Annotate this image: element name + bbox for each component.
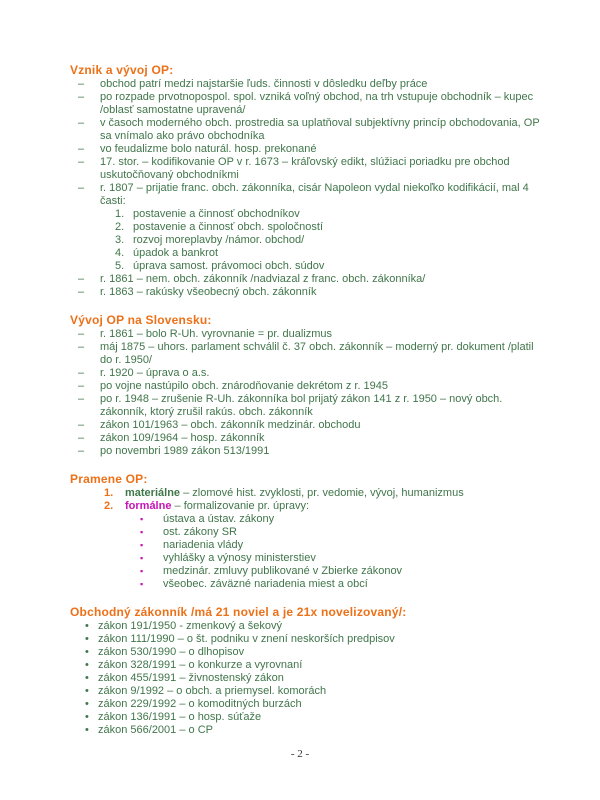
list-item-rest: rozvoj moreplavby /námor. obchod/ <box>133 234 305 246</box>
list-item-rest: po rozpade prvotnopospol. spol. vzniká voľný obchod, na trh vstupuje obchodník – kupec /oblasť samostatne upravená/ <box>100 91 534 116</box>
square-bullet-icon: ▪ <box>140 553 144 563</box>
list-item <box>70 143 546 156</box>
list-item-rest: nariadenia vlády <box>163 539 244 551</box>
list-square <box>140 513 546 591</box>
list-item-rest: zákon 136/1991 – o hosp. súťaže <box>98 711 262 723</box>
list-item-rest: zákon 455/1991 – živnostenský zákon <box>98 672 284 684</box>
list-item-text <box>98 698 546 711</box>
list-item-body <box>100 156 546 182</box>
list-item-text <box>133 260 546 273</box>
list-item <box>70 286 546 299</box>
list-item-body <box>100 432 546 445</box>
list-item <box>140 565 546 578</box>
list-item-body <box>100 182 546 273</box>
list-item-rest: r. 1807 – prijatie franc. obch. zákonníka, cisár Napoleon vydal niekoľko kodifikácií, mal 4 časti: <box>100 182 529 207</box>
list-item <box>85 620 546 633</box>
list-item-body <box>100 328 546 341</box>
list-item-rest: zákon 229/1992 – o komoditných burzách <box>98 698 302 710</box>
list-item-rest: zákon 9/1992 – o obch. a priemysel. komorách <box>98 685 327 697</box>
list-item-rest: – formalizovanie pr. úpravy: <box>171 500 310 512</box>
list-item <box>70 273 546 286</box>
square-bullet-icon: ▪ <box>140 527 144 537</box>
list-item-body <box>100 117 546 143</box>
list-item-rest: r. 1861 – nem. obch. zákonník /nadviazal z franc. obch. zákonníka/ <box>100 273 426 285</box>
dash-marker: – <box>78 143 85 155</box>
list-item <box>140 539 546 552</box>
list-item-body <box>100 341 546 367</box>
list-item-body <box>133 247 546 260</box>
list-item-body <box>163 552 546 565</box>
list-item-body <box>98 659 546 672</box>
list-item-text <box>100 419 546 432</box>
list-item-text <box>98 711 546 724</box>
list-item-text <box>98 672 546 685</box>
disc-bullet-icon: • <box>85 685 89 697</box>
list-item-text <box>100 78 546 91</box>
list-item-rest: zákon 101/1963 – obch. zákonník medzinár. obchodu <box>100 419 361 431</box>
list-item-body <box>98 698 546 711</box>
list-item-rest: r. 1920 – úprava o a.s. <box>100 367 210 379</box>
list-item-body <box>163 513 546 526</box>
list-item <box>85 672 546 685</box>
list-item-body <box>163 526 546 539</box>
section-obchodny-zakonnik <box>70 605 546 737</box>
list-item-body <box>100 367 546 380</box>
section-heading: Vývoj OP na Slovensku: <box>70 313 212 327</box>
list-item-body <box>100 286 546 299</box>
section-vyvoj-op-na-slovensku <box>70 313 546 458</box>
list-item-lead: formálne <box>125 500 172 512</box>
list-item-rest: zákon 328/1991 – o konkurze a vyrovnaní <box>98 659 303 671</box>
square-bullet-icon: ▪ <box>140 514 144 524</box>
list-item-rest: po r. 1948 – zrušenie R-Uh. zákonníka bol prijatý zákon 141 z r. 1950 – nový obch. zákonník, ktorý zrušil rakús. obch. zákonník <box>100 393 503 418</box>
disc-bullet-icon: • <box>85 633 89 645</box>
list-number: 3. <box>115 234 125 246</box>
list-item-text <box>100 432 546 445</box>
list-item-rest: máj 1875 – uhors. parlament schválil č. 37 obch. zákonník – moderný pr. dokument /platil do r. 1950/ <box>100 341 534 366</box>
disc-bullet-icon: • <box>85 659 89 671</box>
list-item-body <box>100 393 546 419</box>
list-item-text <box>98 620 546 633</box>
list-item <box>70 419 546 432</box>
list-item-text <box>163 565 546 578</box>
list-item <box>104 487 546 500</box>
dash-marker: – <box>78 393 85 405</box>
list-item <box>70 91 546 117</box>
list-item-text <box>133 221 546 234</box>
dash-marker: – <box>78 78 85 90</box>
list-item <box>85 724 546 737</box>
list-item-rest: úprava samost. právomoci obch. súdov <box>133 260 325 272</box>
list-item-body <box>133 234 546 247</box>
list-item <box>70 445 546 458</box>
dash-marker: – <box>78 445 85 457</box>
list-number: 1. <box>104 487 114 499</box>
list-decimal-orange <box>104 487 546 591</box>
list-item-text <box>100 117 546 143</box>
disc-bullet-icon: • <box>85 646 89 658</box>
list-item <box>140 513 546 526</box>
list-item-body <box>98 724 546 737</box>
list-item <box>70 182 546 273</box>
list-item-rest: po novembri 1989 zákon 513/1991 <box>100 445 270 457</box>
list-item-body <box>133 208 546 221</box>
list-item <box>70 117 546 143</box>
list-item-rest: zákon 530/1990 – o dlhopisov <box>98 646 245 658</box>
list-item-text <box>133 208 546 221</box>
list-item-rest: zákon 191/1950 - zmenkový a šekový <box>98 620 283 632</box>
dash-marker: – <box>78 182 85 194</box>
list-decimal <box>115 208 546 273</box>
list-item-body <box>98 620 546 633</box>
section-heading: Obchodný zákonník /má 21 noviel a je 21x novelizovaný/: <box>70 605 407 619</box>
list-item <box>115 260 546 273</box>
list-item-text <box>163 552 546 565</box>
list-item-text <box>100 380 546 393</box>
list-item-body <box>98 711 546 724</box>
section-vznik-a-vyvoj-op <box>70 63 546 299</box>
list-item-text <box>100 445 546 458</box>
list-dash <box>70 328 546 458</box>
list-item-rest: vyhlášky a výnosy ministerstiev <box>163 552 316 564</box>
document-content <box>70 63 546 737</box>
list-disc <box>85 620 546 737</box>
list-item-text <box>98 633 546 646</box>
list-item-text <box>100 393 546 419</box>
list-item <box>70 78 546 91</box>
list-item-body <box>163 578 546 591</box>
dash-marker: – <box>78 91 85 103</box>
dash-marker: – <box>78 117 85 129</box>
list-item-text <box>163 578 546 591</box>
list-item <box>115 221 546 234</box>
page-footer <box>0 748 600 760</box>
list-item <box>70 380 546 393</box>
list-item-lead: materiálne <box>125 487 181 499</box>
list-dash <box>70 78 546 299</box>
list-item-body <box>133 221 546 234</box>
list-item-body <box>163 539 546 552</box>
section-heading: Pramene OP: <box>70 472 148 486</box>
list-item-rest: ost. zákony SR <box>163 526 237 538</box>
list-item-body <box>133 260 546 273</box>
disc-bullet-icon: • <box>85 698 89 710</box>
list-item <box>85 633 546 646</box>
list-item <box>70 341 546 367</box>
list-item-rest: zákon 109/1964 – hosp. zákonník <box>100 432 265 444</box>
dash-marker: – <box>78 273 85 285</box>
list-item-text <box>133 234 546 247</box>
list-item-text <box>98 724 546 737</box>
list-item-body <box>163 565 546 578</box>
dash-marker: – <box>78 380 85 392</box>
list-item-rest: obchod patrí medzi najstaršie ľuds. činnosti v dôsledku deľby práce <box>100 78 428 90</box>
list-number: 2. <box>104 500 114 512</box>
page-number: - 2 - <box>290 748 310 760</box>
list-item <box>70 393 546 419</box>
dash-marker: – <box>78 367 85 379</box>
list-item-body <box>98 646 546 659</box>
disc-bullet-icon: • <box>85 724 89 736</box>
list-item-text <box>100 367 546 380</box>
dash-marker: – <box>78 419 85 431</box>
list-item <box>115 234 546 247</box>
list-item-body <box>98 633 546 646</box>
list-item-text <box>100 182 546 208</box>
list-item-text <box>163 539 546 552</box>
list-item <box>85 711 546 724</box>
list-item-text <box>100 143 546 156</box>
list-item-body <box>125 487 546 500</box>
list-item-text <box>98 685 546 698</box>
list-number: 5. <box>115 260 125 272</box>
list-item-rest: r. 1863 – rakúsky všeobecný obch. zákonník <box>100 286 317 298</box>
list-item-rest: 17. stor. – kodifikovanie OP v r. 1673 – kráľovský edikt, slúžiaci poriadku pre obchod uskutočňovaný obchodníkmi <box>100 156 510 181</box>
list-item <box>140 552 546 565</box>
section-heading: Vznik a vývoj OP: <box>70 63 174 77</box>
list-item-text <box>100 273 546 286</box>
list-item-rest: vo feudalizme bolo naturál. hosp. prekonané <box>100 143 317 155</box>
dash-marker: – <box>78 286 85 298</box>
list-item-text <box>133 247 546 260</box>
list-item-body <box>100 143 546 156</box>
list-item-text <box>98 659 546 672</box>
dash-marker: – <box>78 328 85 340</box>
list-item <box>85 685 546 698</box>
list-item-body <box>100 419 546 432</box>
list-item-body <box>98 685 546 698</box>
list-item-text <box>163 513 546 526</box>
list-item-text <box>125 487 546 500</box>
list-number: 2. <box>115 221 125 233</box>
list-item-rest: úpadok a bankrot <box>133 247 219 259</box>
list-item <box>70 156 546 182</box>
list-item <box>140 526 546 539</box>
list-item-text <box>100 156 546 182</box>
square-bullet-icon: ▪ <box>140 566 144 576</box>
square-bullet-icon: ▪ <box>140 579 144 589</box>
list-item <box>85 646 546 659</box>
square-bullet-icon: ▪ <box>140 540 144 550</box>
list-item-body <box>98 672 546 685</box>
list-item-rest: zákon 566/2001 – o CP <box>98 724 213 736</box>
list-item <box>70 432 546 445</box>
list-number: 4. <box>115 247 125 259</box>
list-item-body <box>100 380 546 393</box>
list-item <box>140 578 546 591</box>
list-item-rest: postavenie a činnosť obch. spoločností <box>133 221 324 233</box>
list-item-text <box>100 341 546 367</box>
list-item <box>85 698 546 711</box>
list-item-text <box>163 526 546 539</box>
list-item-rest: zákon 111/1990 – o št. podniku v znení neskorších predpisov <box>98 633 395 645</box>
list-item-text <box>125 500 546 513</box>
list-item-rest: – zlomové hist. zvyklosti, pr. vedomie, vývoj, humanizmus <box>180 487 464 499</box>
list-item-text <box>100 91 546 117</box>
list-item-rest: všeobec. záväzné nariadenia miest a obcí <box>163 578 368 590</box>
list-item-body <box>100 91 546 117</box>
list-item-body <box>100 273 546 286</box>
list-item-text <box>100 328 546 341</box>
list-item-rest: ústava a ústav. zákony <box>163 513 275 525</box>
list-item-rest: r. 1861 – bolo R-Uh. vyrovnanie = pr. dualizmus <box>100 328 333 340</box>
dash-marker: – <box>78 341 85 353</box>
disc-bullet-icon: • <box>85 711 89 723</box>
list-item <box>104 500 546 591</box>
disc-bullet-icon: • <box>85 620 89 632</box>
disc-bullet-icon: • <box>85 672 89 684</box>
list-number: 1. <box>115 208 125 220</box>
list-item <box>70 367 546 380</box>
list-item-rest: po vojne nastúpilo obch. znárodňovanie dekrétom z r. 1945 <box>100 380 389 392</box>
dash-marker: – <box>78 432 85 444</box>
list-item-body <box>100 445 546 458</box>
list-item-rest: medzinár. zmluvy publikované v Zbierke zákonov <box>163 565 403 577</box>
list-item <box>70 328 546 341</box>
dash-marker: – <box>78 156 85 168</box>
list-item-rest: postavenie a činnosť obchodníkov <box>133 208 300 220</box>
section-pramene-op <box>70 472 546 591</box>
list-item-rest: v časoch moderného obch. prostredia sa uplatňoval subjektívny princíp obchodovania, OP sa vnímalo ako právo obchodníka <box>100 117 540 142</box>
list-item-body <box>100 78 546 91</box>
list-item <box>115 208 546 221</box>
list-item <box>115 247 546 260</box>
list-item <box>85 659 546 672</box>
list-item-text <box>100 286 546 299</box>
list-item-text <box>98 646 546 659</box>
list-item-body <box>125 500 546 591</box>
